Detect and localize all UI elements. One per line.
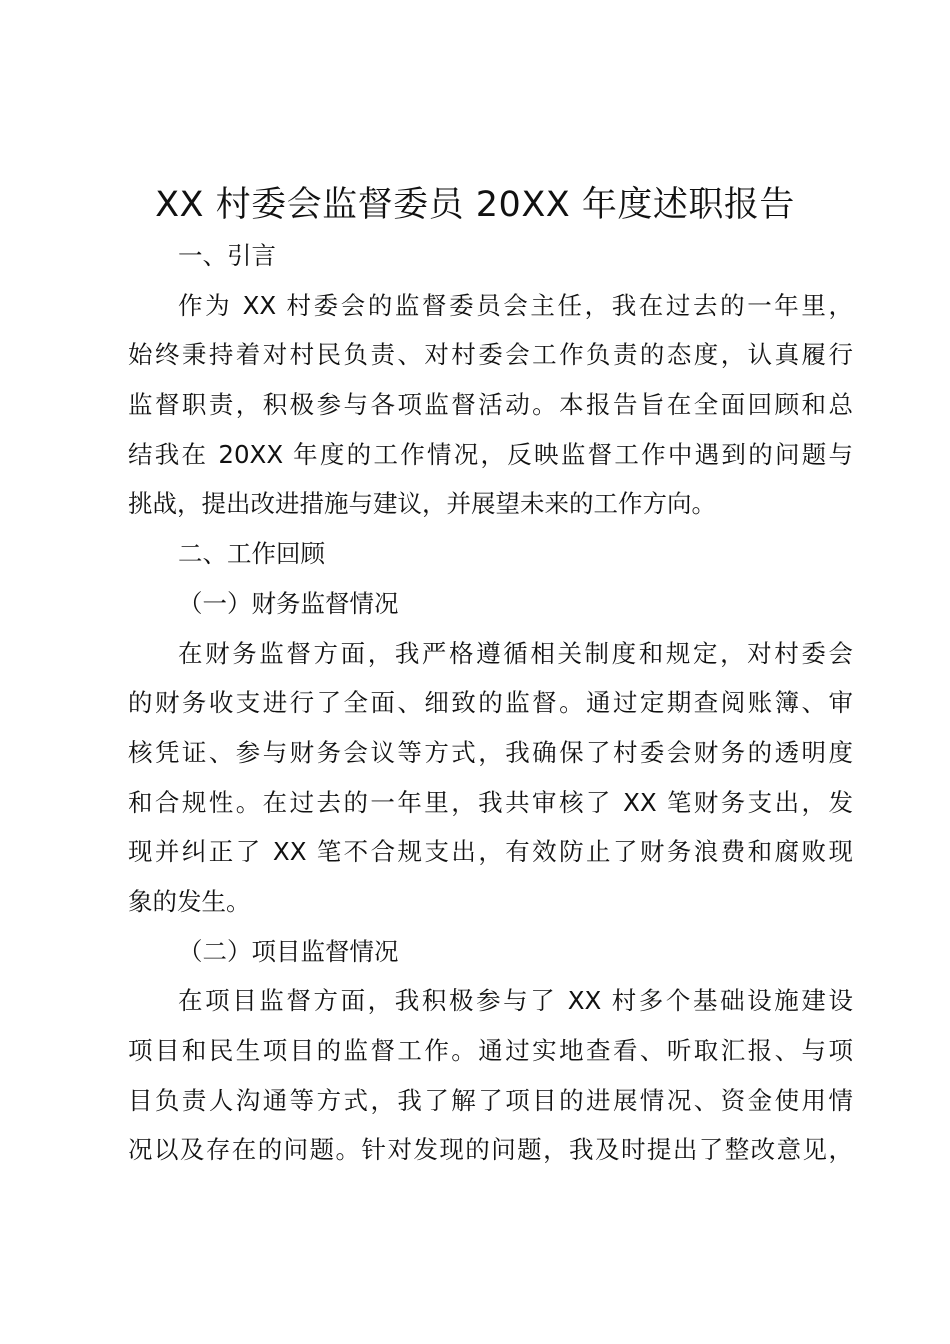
- text-line: 一、引言: [178, 241, 276, 270]
- text-line: 作为 XX 村委会的监督委员会主任，我在过去的一年里，: [178, 290, 853, 320]
- text-line: （二）项目监督情况: [178, 936, 399, 966]
- text-line: 在财务监督方面，我严格遵循相关制度和规定，对村委会: [178, 638, 853, 668]
- text-line: 况以及存在的问题。针对发现的问题，我及时提出了整改意见，: [128, 1135, 853, 1165]
- text-line: （一）财务监督情况: [178, 588, 399, 618]
- text-line: 在项目监督方面，我积极参与了 XX 村多个基础设施建设: [178, 986, 853, 1016]
- document-body: [128, 231, 853, 1175]
- text-line: 项目和民生项目的监督工作。通过实地查看、听取汇报、与项: [128, 1036, 853, 1065]
- text-line: 现并纠正了 XX 笔不合规支出，有效防止了财务浪费和腐败现: [128, 837, 853, 867]
- text-line: 始终秉持着对村民负责、对村委会工作负责的态度，认真履行: [128, 340, 853, 370]
- page-title: XX 村委会监督委员 20XX 年度述职报告: [155, 185, 795, 225]
- text-line: 结我在 20XX 年度的工作情况，反映监督工作中遇到的问题与: [128, 439, 853, 469]
- text-line: 挑战，提出改进措施与建议，并展望未来的工作方向。: [128, 489, 716, 519]
- text-line: 目负责人沟通等方式，我了解了项目的进展情况、资金使用情: [128, 1085, 853, 1115]
- text-line: 二、工作回顾: [178, 539, 325, 569]
- text-line: 和合规性。在过去的一年里，我共审核了 XX 笔财务支出，发: [128, 787, 853, 817]
- text-line: 监督职责，积极参与各项监督活动。本报告旨在全面回顾和总: [128, 390, 853, 420]
- text-line: 核凭证、参与财务会议等方式，我确保了村委会财务的透明度: [128, 737, 853, 767]
- text-line: 的财务收支进行了全面、细致的监督。通过定期查阅账簿、审: [128, 688, 853, 718]
- text-line: 象的发生。: [128, 886, 251, 916]
